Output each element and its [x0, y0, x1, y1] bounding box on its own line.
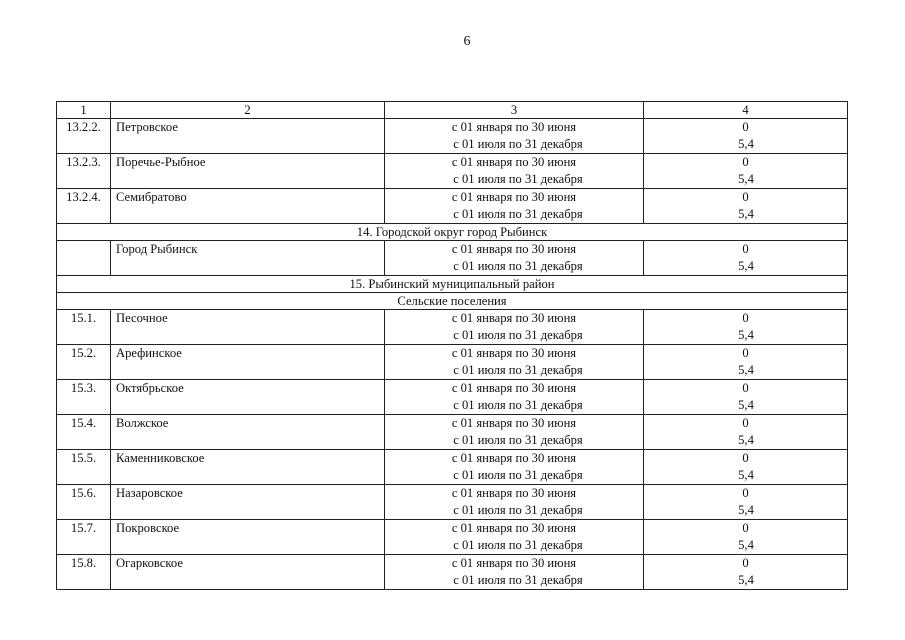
value-second-half: 5,4	[738, 172, 754, 186]
period-first-half: с 01 января по 30 июня	[451, 346, 577, 360]
value-first-half: 0	[742, 190, 749, 204]
settlement-name: Город Рыбинск	[111, 241, 385, 276]
period-cell	[385, 450, 644, 485]
period-cell	[385, 555, 644, 590]
value-first-half: 0	[742, 486, 749, 500]
value-cell	[644, 415, 848, 450]
period-first-half: с 01 января по 30 июня	[451, 416, 577, 430]
row-number: 15.1.	[57, 310, 111, 345]
table-row	[57, 555, 848, 590]
tariff-table	[56, 101, 848, 590]
value-cell	[644, 154, 848, 189]
header-col-2: 2	[111, 102, 385, 119]
value-second-half: 5,4	[738, 573, 754, 587]
period-second-half: с 01 июля по 31 декабря	[453, 398, 583, 412]
value-first-half: 0	[742, 242, 749, 256]
value-cell	[644, 380, 848, 415]
period-first-half: с 01 января по 30 июня	[451, 556, 577, 570]
period-first-half: с 01 января по 30 июня	[451, 311, 577, 325]
settlement-name: Арефинское	[111, 345, 385, 380]
row-number: 15.3.	[57, 380, 111, 415]
value-first-half: 0	[742, 521, 749, 535]
row-number: 15.5.	[57, 450, 111, 485]
period-second-half: с 01 июля по 31 декабря	[453, 538, 583, 552]
row-number: 15.7.	[57, 520, 111, 555]
period-first-half: с 01 января по 30 июня	[451, 451, 577, 465]
settlement-name: Волжское	[111, 415, 385, 450]
table-row	[57, 241, 848, 276]
row-number: 13.2.3.	[57, 154, 111, 189]
table-row	[57, 119, 848, 154]
settlement-name: Октябрьское	[111, 380, 385, 415]
table-row	[57, 380, 848, 415]
period-cell	[385, 520, 644, 555]
period-first-half: с 01 января по 30 июня	[451, 120, 577, 134]
settlement-name: Петровское	[111, 119, 385, 154]
period-first-half: с 01 января по 30 июня	[451, 155, 577, 169]
period-second-half: с 01 июля по 31 декабря	[453, 363, 583, 377]
subsection-heading-rural: Сельские поселения	[57, 293, 848, 310]
table-row	[57, 310, 848, 345]
row-number: 13.2.4.	[57, 189, 111, 224]
value-cell	[644, 520, 848, 555]
header-col-1: 1	[57, 102, 111, 119]
value-second-half: 5,4	[738, 207, 754, 221]
table-row	[57, 450, 848, 485]
value-second-half: 5,4	[738, 538, 754, 552]
table-row	[57, 154, 848, 189]
value-cell	[644, 345, 848, 380]
period-second-half: с 01 июля по 31 декабря	[453, 172, 583, 186]
row-number	[57, 241, 111, 276]
settlement-name: Огарковское	[111, 555, 385, 590]
settlement-name: Семибратово	[111, 189, 385, 224]
row-number: 15.6.	[57, 485, 111, 520]
period-second-half: с 01 июля по 31 декабря	[453, 573, 583, 587]
period-second-half: с 01 июля по 31 декабря	[453, 468, 583, 482]
settlement-name: Каменниковское	[111, 450, 385, 485]
value-cell	[644, 485, 848, 520]
table-header-row	[57, 102, 848, 119]
value-first-half: 0	[742, 556, 749, 570]
table-row	[57, 189, 848, 224]
period-cell	[385, 345, 644, 380]
row-number: 15.2.	[57, 345, 111, 380]
value-second-half: 5,4	[738, 468, 754, 482]
value-second-half: 5,4	[738, 398, 754, 412]
period-first-half: с 01 января по 30 июня	[451, 521, 577, 535]
period-cell	[385, 415, 644, 450]
period-first-half: с 01 января по 30 июня	[451, 381, 577, 395]
value-second-half: 5,4	[738, 259, 754, 273]
header-col-3: 3	[385, 102, 644, 119]
section-row	[57, 224, 848, 241]
value-first-half: 0	[742, 120, 749, 134]
value-second-half: 5,4	[738, 503, 754, 517]
value-second-half: 5,4	[738, 363, 754, 377]
table-row	[57, 520, 848, 555]
period-second-half: с 01 июля по 31 декабря	[453, 328, 583, 342]
row-number: 13.2.2.	[57, 119, 111, 154]
settlement-name: Поречье-Рыбное	[111, 154, 385, 189]
period-cell	[385, 310, 644, 345]
page-number: 6	[463, 34, 471, 49]
period-first-half: с 01 января по 30 июня	[451, 486, 577, 500]
value-cell	[644, 241, 848, 276]
period-second-half: с 01 июля по 31 декабря	[453, 259, 583, 273]
header-col-4: 4	[644, 102, 848, 119]
period-first-half: с 01 января по 30 июня	[451, 242, 577, 256]
period-cell	[385, 485, 644, 520]
value-second-half: 5,4	[738, 433, 754, 447]
settlement-name: Покровское	[111, 520, 385, 555]
section-row	[57, 276, 848, 293]
value-cell	[644, 450, 848, 485]
period-second-half: с 01 июля по 31 декабря	[453, 207, 583, 221]
value-cell	[644, 189, 848, 224]
row-number: 15.8.	[57, 555, 111, 590]
period-second-half: с 01 июля по 31 декабря	[453, 503, 583, 517]
table-row	[57, 485, 848, 520]
value-cell	[644, 555, 848, 590]
table-row	[57, 345, 848, 380]
value-first-half: 0	[742, 381, 749, 395]
value-second-half: 5,4	[738, 328, 754, 342]
value-first-half: 0	[742, 155, 749, 169]
value-cell	[644, 310, 848, 345]
period-cell	[385, 119, 644, 154]
section-row	[57, 293, 848, 310]
value-first-half: 0	[742, 451, 749, 465]
value-second-half: 5,4	[738, 137, 754, 151]
settlement-name: Песочное	[111, 310, 385, 345]
period-second-half: с 01 июля по 31 декабря	[453, 433, 583, 447]
period-cell	[385, 241, 644, 276]
value-cell	[644, 119, 848, 154]
period-cell	[385, 189, 644, 224]
settlement-name: Назаровское	[111, 485, 385, 520]
period-second-half: с 01 июля по 31 декабря	[453, 137, 583, 151]
value-first-half: 0	[742, 416, 749, 430]
value-first-half: 0	[742, 311, 749, 325]
table-row	[57, 415, 848, 450]
row-number: 15.4.	[57, 415, 111, 450]
section-heading-14: 14. Городской округ город Рыбинск	[57, 224, 848, 241]
table-body	[57, 102, 848, 590]
value-first-half: 0	[742, 346, 749, 360]
period-cell	[385, 380, 644, 415]
period-cell	[385, 154, 644, 189]
period-first-half: с 01 января по 30 июня	[451, 190, 577, 204]
section-heading-15: 15. Рыбинский муниципальный район	[57, 276, 848, 293]
